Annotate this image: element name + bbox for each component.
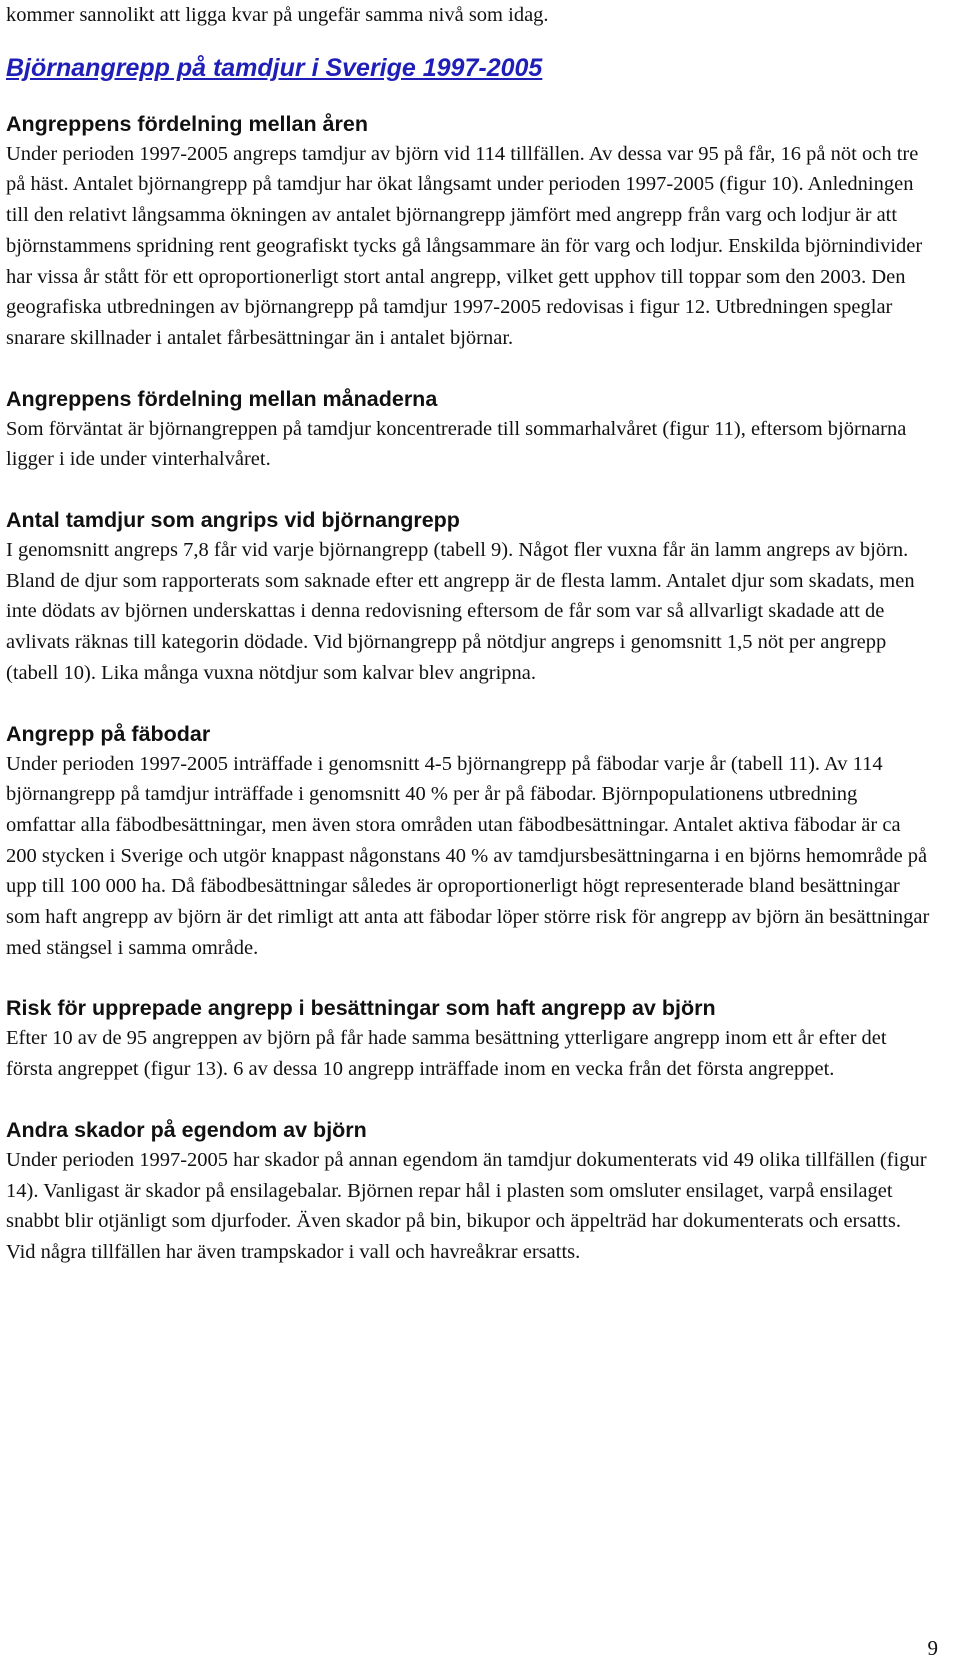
section-heading: Andra skador på egendom av björn [6, 1117, 367, 1142]
section-heading: Angreppens fördelning mellan åren [6, 111, 368, 136]
section-body: Som förväntat är björnangreppen på tamdjur koncentrerade till sommarhalvåret (figur 11), eftersom björnarna ligger i ide under vinterhalvåret. [6, 417, 907, 471]
section-arsfordelning [6, 109, 931, 354]
intro-line: kommer sannolikt att ligga kvar på ungefär samma nivå som idag. [6, 4, 549, 26]
section-andra-skador [6, 1115, 931, 1268]
main-title: Björnangrepp på tamdjur i Sverige 1997-2005 [6, 53, 543, 82]
section-body: Under perioden 1997-2005 har skador på annan egendom än tamdjur dokumenterats vid 49 olika tillfällen (figur 14). Vanligast är skador på ensilagebalar. Björnen repar hål i plasten som omsluter ensilaget, varpå ensilaget snabbt blir otjänligt som djurfoder. Även skador på bin, bikupor och äppelträd har dokumenterats och ersatts. Vid några tillfällen har även trampskador i vall och havreåkrar ersatts. [6, 1148, 927, 1263]
section-antal-tamdjur [6, 505, 931, 689]
section-heading: Antal tamdjur som angrips vid björnangrepp [6, 508, 460, 533]
page-number: 9 [927, 1636, 938, 1660]
document-page [6, 0, 931, 1268]
section-body: I genomsnitt angreps 7,8 får vid varje björnangrepp (tabell 9). Något fler vuxna får än lamm angreps av björn. Bland de djur som rapporterats som saknade efter ett angrepp är de flesta lamm. Antalet djur som skadats, men inte dödats av björnen underskattas i denna redovisning eftersom de får som var så allvarligt skadade att de avlivats räknas till kategorin dödade. Vid björnangrepp på nötdjur angreps i genomsnitt 1,5 nöt per angrepp (tabell 10). Lika många vuxna nötdjur som kalvar blev angripna. [6, 539, 915, 684]
section-heading: Angrepp på fäbodar [6, 721, 211, 746]
section-fabodar [6, 719, 931, 964]
section-heading: Risk för upprepade angrepp i besättningar som haft angrepp av björn [6, 996, 716, 1021]
section-body: Under perioden 1997-2005 angreps tamdjur av björn vid 114 tillfällen. Av dessa var 95 på får, 16 på nöt och tre på häst. Antalet björnangrepp på tamdjur har ökat långsamt under perioden 1997-2005 (figur 10). Anledningen till den relativt långsamma ökningen av antalet björnangrepp jämfört med angrepp från varg och lodjur är att björnstammens spridning rent geografiskt tycks gå långsammare än för varg och lodjur. Enskilda björnindivider har vissa år stått för ett oproportionerligt stort antal angrepp, vilket gett upphov till toppar som den 2003. Den geografiska utbredningen av björnangrepp på tamdjur 1997-2005 redovisas i figur 12. Utbredningen speglar snarare skillnader i antalet fårbesättningar än i antalet björnar. [6, 142, 923, 349]
section-heading: Angreppens fördelning mellan månaderna [6, 386, 438, 411]
section-manadsfordelning [6, 384, 931, 475]
section-body: Efter 10 av de 95 angreppen av björn på får hade samma besättning ytterligare angrepp inom ett år efter det första angreppet (figur 13). 6 av dessa 10 angrepp inträffade inom en vecka från det första angreppet. [6, 1027, 887, 1081]
section-upprepade-angrepp [6, 993, 931, 1084]
section-body: Under perioden 1997-2005 inträffade i genomsnitt 4-5 björnangrepp på fäbodar varje år (tabell 11). Av 114 björnangrepp på tamdjur inträffade i genomsnitt 40 % per år på fäbodar. Björnpopulationens utbredning omfattar alla fäbodbesättningar, men även stora områden utan fäbodbesättningar. Antalet aktiva fäbodar är ca 200 stycken i Sverige och utgör knappast någonstans 40 % av tamdjursbesättningarna i en björns hemområde på upp till 100 000 ha. Då fäbodbesättningar således är oproportionerligt högt representerade bland besättningar som haft angrepp av björn är det rimligt att anta att fäbodar löper större risk för angrepp av björn än besättningar med stängsel i samma område. [6, 752, 930, 959]
